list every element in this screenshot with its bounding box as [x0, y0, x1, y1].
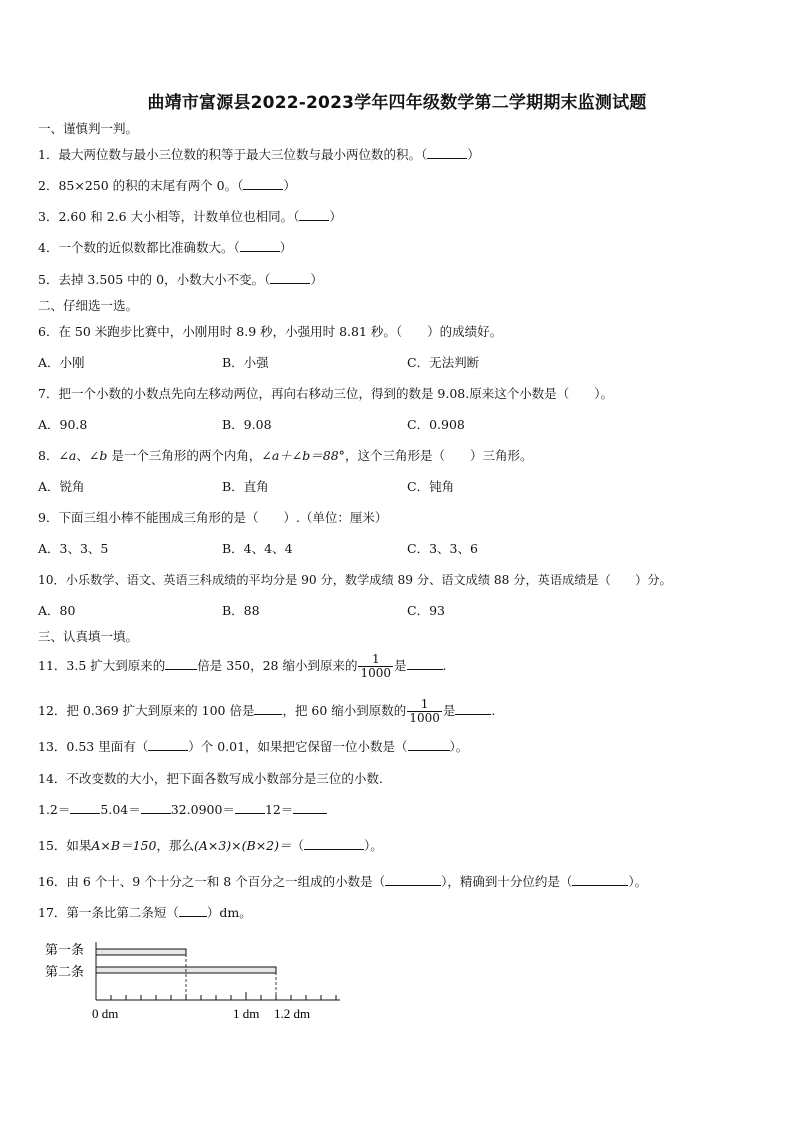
bar-first	[96, 949, 186, 955]
question-8-prefix: 8．	[38, 448, 59, 463]
question-4-text: 4．一个数的近似数都比准确数大。（	[38, 240, 240, 255]
answer-blank[interactable]	[165, 657, 197, 670]
question-10: 10．小乐数学、语文、英语三科成绩的平均分是 90 分，数学成绩 89 分、语文成绩 88 分，英语成绩是（ ）分。	[38, 573, 672, 587]
section-heading-2: 二、仔细选一选。	[38, 298, 139, 313]
page-title: 曲靖市富源县2022-2023学年四年级数学第二学期期末监测试题	[147, 93, 647, 113]
option-a[interactable]: A．锐角	[38, 479, 85, 494]
option-c[interactable]: C．钝角	[407, 479, 455, 494]
question-17-part1: 17．第一条比第二条短（	[38, 905, 179, 920]
answer-blank[interactable]	[385, 873, 441, 886]
fraction	[407, 698, 442, 725]
item-c: 32.0900＝	[170, 802, 235, 817]
ruler-ticks	[96, 992, 336, 1000]
option-c[interactable]: C．无法判断	[407, 355, 480, 370]
answer-blank[interactable]	[299, 208, 329, 221]
question-11	[38, 651, 447, 681]
item-b: 5.04＝	[100, 802, 141, 817]
question-5-text: 5．去掉 3.505 中的 0，小数大小不变。（	[38, 272, 271, 287]
answer-blank[interactable]	[70, 801, 100, 814]
answer-blank[interactable]	[254, 702, 282, 715]
answer-blank[interactable]	[141, 801, 171, 814]
option-b[interactable]: B．88	[222, 603, 260, 618]
question-17	[38, 904, 252, 922]
question-11-part2: 倍是 350，28 缩小到原来的	[197, 658, 358, 673]
option-b[interactable]: B．4、4、4	[222, 541, 293, 556]
bar-label-second: 第二条	[45, 964, 85, 979]
question-14-items	[38, 801, 327, 819]
fraction-numerator: 1	[358, 653, 393, 667]
section-heading-3: 三、认真填一填。	[38, 629, 139, 644]
question-16-part1: 16．由 6 个十、9 个十分之一和 8 个百分之一组成的小数是（	[38, 874, 386, 889]
question-12-part3: 是	[442, 703, 456, 718]
question-17-part2: ）dm。	[206, 905, 252, 920]
question-8-mid: 是一个三角形的两个内角，	[107, 448, 262, 463]
question-3-end: ）	[329, 209, 342, 224]
question-15-part3: （	[291, 838, 305, 853]
answer-blank[interactable]	[455, 702, 491, 715]
question-15-part1: 15．如果	[38, 838, 92, 853]
item-d: 12＝	[264, 802, 294, 817]
bar-length-diagram	[40, 938, 340, 1030]
question-5	[38, 271, 323, 289]
question-14: 14．不改变数的大小，把下面各数写成小数部分是三位的小数.	[38, 771, 383, 786]
answer-blank[interactable]	[243, 177, 283, 190]
question-16-part3: ）。	[628, 874, 648, 889]
option-c[interactable]: C．3、3、6	[407, 541, 478, 556]
option-a[interactable]: A．3、3、5	[38, 541, 109, 556]
question-2	[38, 177, 296, 195]
tick-label-0: 0 dm	[92, 1006, 119, 1021]
answer-blank[interactable]	[408, 738, 450, 751]
separator: 、	[76, 448, 89, 463]
fraction-numerator: 1	[407, 698, 442, 712]
answer-blank[interactable]	[270, 271, 310, 284]
question-16	[38, 873, 647, 891]
question-15-part4: ）。	[364, 838, 383, 853]
target-expression: (A×3)×(B×2)＝	[193, 838, 292, 853]
answer-blank[interactable]	[179, 904, 207, 917]
item-a: 1.2＝	[38, 802, 71, 817]
question-11-part1: 11．3.5 扩大到原来的	[38, 658, 166, 673]
question-13-part1: 13．0.53 里面有（	[38, 739, 149, 754]
question-4-end: ）	[279, 240, 293, 255]
question-15	[38, 837, 383, 855]
answer-blank[interactable]	[572, 873, 628, 886]
option-a[interactable]: A．90.8	[38, 417, 88, 432]
fraction	[358, 653, 393, 680]
option-c[interactable]: C．93	[407, 603, 445, 618]
question-13-part3: ）。	[449, 739, 469, 754]
question-8-suffix: ，这个三角形是（ ）三角形。	[344, 448, 533, 463]
option-c[interactable]: C．0.908	[407, 417, 465, 432]
question-2-text: 2．85×250 的积的末尾有两个 0。（	[38, 178, 244, 193]
question-13	[38, 738, 468, 756]
question-7: 7．把一个小数的小数点先向左移动两位，再向右移动三位，得到的数是 9.08.原来这个小数是（ ）。	[38, 386, 613, 401]
question-1-end: ）	[467, 147, 480, 162]
answer-blank[interactable]	[427, 146, 467, 159]
question-12-part2: ，把 60 缩小到原数的	[282, 703, 407, 718]
question-8	[38, 447, 532, 465]
question-2-end: ）	[283, 178, 296, 193]
condition-expression: A×B＝150	[91, 838, 157, 853]
question-16-part2: ），精确到十分位约是（	[441, 874, 573, 889]
question-3	[38, 208, 342, 226]
answer-blank[interactable]	[407, 657, 443, 670]
question-15-part2: ，那么	[156, 838, 194, 853]
angle-a: ∠a	[58, 448, 77, 463]
answer-blank[interactable]	[148, 738, 188, 751]
question-9: 9．下面三组小棒不能围成三角形的是（ ）.（单位：厘米）	[38, 510, 388, 525]
fraction-denominator: 1000	[360, 666, 392, 680]
answer-blank[interactable]	[304, 837, 364, 850]
question-1-text: 1．最大两位数与最小三位数的积等于最大三位数与最小两位数的积。（	[38, 147, 428, 162]
question-12-part1: 12．把 0.369 扩大到原来的 100 倍是	[38, 703, 255, 718]
option-b[interactable]: B．直角	[222, 479, 269, 494]
fraction-denominator: 1000	[409, 711, 440, 725]
tick-label-1: 1 dm	[233, 1006, 260, 1021]
question-12	[38, 696, 495, 726]
question-11-part3: 是	[394, 658, 407, 673]
question-12-part4: .	[491, 703, 496, 718]
question-3-text: 3．2.60 和 2.6 大小相等，计数单位也相同。（	[38, 209, 300, 224]
question-1	[38, 146, 480, 164]
question-13-part2: ）个 0.01，如果把它保留一位小数是（	[188, 739, 408, 754]
question-4	[38, 239, 292, 257]
angle-b: ∠b	[88, 448, 108, 463]
option-a[interactable]: A．80	[38, 603, 76, 618]
angle-sum-expression: ∠a＋∠b＝88°	[261, 448, 345, 463]
question-6: 6．在 50 米跑步比赛中，小刚用时 8.9 秒，小强用时 8.81 秒。（ ）的成绩好。	[38, 324, 503, 339]
question-5-end: ）	[310, 272, 323, 287]
question-11-part4: .	[442, 658, 447, 673]
tick-label-2: 1.2 dm	[274, 1006, 311, 1021]
option-b[interactable]: B．9.08	[222, 417, 272, 432]
answer-blank[interactable]	[240, 239, 280, 252]
option-b[interactable]: B．小强	[222, 355, 269, 370]
section-heading-1: 一、谨慎判一判。	[38, 121, 139, 136]
answer-blank[interactable]	[293, 801, 327, 814]
answer-blank[interactable]	[235, 801, 265, 814]
bar-label-first: 第一条	[45, 942, 85, 957]
option-a[interactable]: A．小刚	[38, 355, 85, 370]
